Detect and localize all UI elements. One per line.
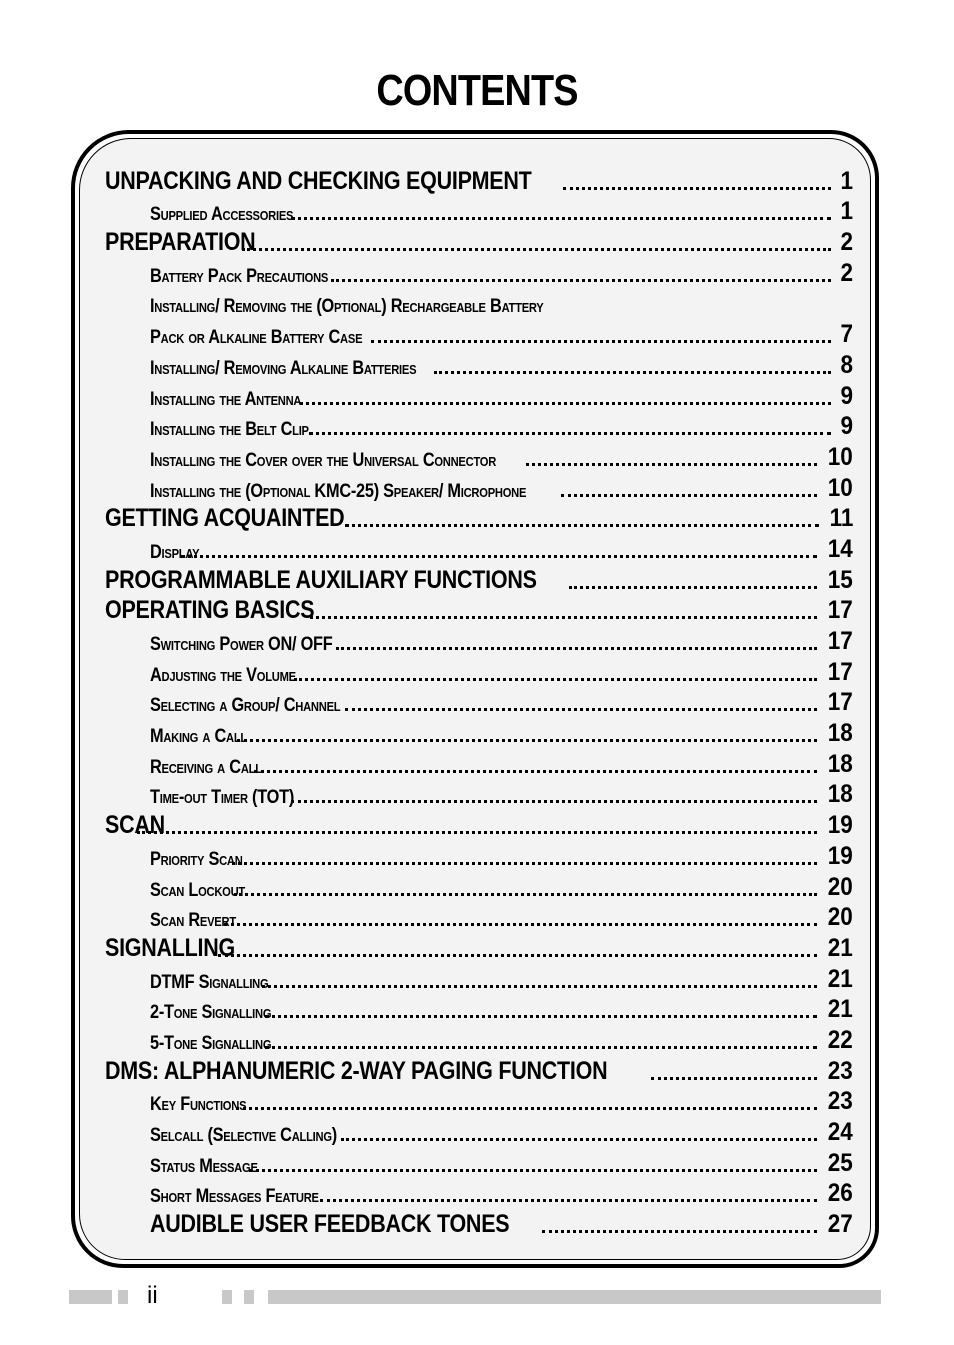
dot-leader [309, 432, 831, 435]
toc-page-number: 19 [827, 841, 853, 870]
toc-page-number: 22 [827, 1025, 853, 1054]
dot-leader [237, 739, 817, 742]
toc-page-number: 2 [840, 258, 853, 287]
toc-page-number: 27 [827, 1210, 853, 1239]
toc-entry-title: OPERATING BASICS [105, 596, 315, 625]
toc-entry-title: Supplied Accessories [150, 204, 294, 226]
dot-leader [542, 1230, 817, 1233]
toc-entry-title: UNPACKING AND CHECKING EQUIPMENT [105, 166, 532, 195]
dot-leader [345, 708, 817, 711]
footer-bar-right [268, 1290, 881, 1304]
footer-block [222, 1290, 232, 1304]
toc-entry-title: Installing/ Removing the (Optional) Rechargeable Battery [150, 296, 544, 318]
toc-subsection-entry [105, 625, 853, 656]
dot-leader [224, 923, 817, 926]
toc-section-entry [105, 503, 853, 534]
toc-entry-title: 2-Tone Signalling [150, 1002, 272, 1024]
dot-leader [236, 1107, 817, 1110]
toc-entry-title: Installing/ Removing Alkaline Batteries [150, 357, 417, 379]
toc-section-entry [105, 226, 853, 257]
toc-subsection-entry [105, 717, 853, 748]
table-of-contents [105, 165, 853, 1239]
toc-subsection-entry [105, 349, 853, 380]
toc-subsection-entry [105, 656, 853, 687]
toc-subsection-entry [105, 411, 853, 442]
dot-leader [291, 217, 831, 220]
toc-subsection-entry [105, 318, 853, 349]
toc-entry-title: SCAN [105, 811, 165, 840]
toc-entry-title: AUDIBLE USER FEEDBACK TONES [150, 1210, 510, 1239]
dot-leader [320, 1199, 817, 1202]
toc-entry-title: Display [150, 541, 200, 563]
toc-page-number: 23 [827, 1087, 853, 1116]
toc-subsection-entry [105, 840, 853, 871]
dot-leader [234, 893, 817, 896]
dot-leader [561, 494, 817, 497]
toc-page-number: 10 [827, 473, 853, 502]
toc-subsection-entry [105, 1086, 853, 1117]
dot-leader [569, 586, 817, 589]
dot-leader [262, 985, 817, 988]
dot-leader [294, 678, 818, 681]
toc-page-number: 21 [827, 964, 853, 993]
toc-entry-title: Pack or Alkaline Battery Case [150, 327, 363, 349]
toc-subsection-entry [105, 963, 853, 994]
toc-subsection-entry [105, 1178, 853, 1209]
toc-page-number: 10 [827, 442, 853, 471]
toc-subsection-entry [105, 288, 853, 319]
toc-page-number: 25 [827, 1148, 853, 1177]
toc-entry-title: Time-out Timer (TOT) [150, 787, 295, 809]
toc-section-entry [105, 564, 853, 595]
toc-page-number: 19 [827, 811, 853, 840]
toc-subsection-entry [105, 472, 853, 503]
toc-entry-title: PROGRAMMABLE AUXILIARY FUNCTIONS [105, 565, 537, 594]
dot-leader [651, 1077, 817, 1080]
toc-entry-title: 5-Tone Signalling [150, 1032, 272, 1054]
dot-leader [181, 555, 817, 558]
dot-leader [310, 616, 817, 619]
toc-section-entry [105, 165, 853, 196]
toc-page-number: 18 [827, 780, 853, 809]
dot-leader [242, 248, 831, 251]
toc-entry-title: Selcall (Selective Calling) [150, 1125, 337, 1146]
dot-leader [254, 770, 817, 773]
toc-entry-title: Selecting a Group/ Channel [150, 695, 341, 717]
toc-entry-title: Adjusting the Volume [150, 664, 296, 686]
toc-subsection-entry [105, 994, 853, 1025]
dot-leader [218, 954, 817, 957]
toc-entry-title: Key Functions [150, 1094, 247, 1116]
toc-subsection-entry [105, 380, 853, 411]
dot-leader [300, 402, 831, 405]
toc-page-number: 17 [827, 596, 853, 625]
toc-section-entry [105, 809, 853, 840]
toc-page-number: 24 [827, 1118, 853, 1146]
dot-leader [345, 524, 818, 527]
footer-bar-left [69, 1290, 112, 1304]
toc-entry-title: SIGNALLING [105, 933, 236, 962]
toc-subsection-entry [105, 533, 853, 564]
toc-page-number: 7 [840, 320, 853, 349]
toc-subsection-entry [105, 687, 853, 718]
dot-leader [563, 187, 831, 190]
dot-leader [265, 1046, 817, 1049]
toc-entry-title: DMS: ALPHANUMERIC 2-WAY PAGING FUNCTION [105, 1056, 608, 1085]
toc-page-number: 17 [827, 627, 853, 655]
toc-entry-title: Receiving a Call [150, 756, 262, 778]
footer-block [118, 1290, 128, 1304]
toc-subsection-entry [105, 441, 853, 472]
dot-leader [265, 1015, 817, 1018]
toc-entry-title: Installing the (Optional KMC-25) Speaker/ Microphone [150, 480, 527, 502]
toc-subsection-entry [105, 871, 853, 902]
toc-page-number: 18 [827, 749, 853, 778]
toc-page-number: 17 [827, 688, 853, 717]
dot-leader [331, 279, 831, 282]
toc-section-entry [105, 1055, 853, 1086]
footer-block [244, 1290, 254, 1304]
dot-leader [341, 1138, 817, 1141]
toc-entry-title: Installing the Antenna [150, 388, 302, 410]
page-title: CONTENTS [376, 66, 578, 115]
toc-page-number: 20 [827, 903, 853, 932]
toc-subsection-entry [105, 779, 853, 810]
toc-entry-title: DTMF Signalling [150, 971, 269, 993]
dot-leader [526, 463, 817, 466]
dot-leader [232, 862, 818, 865]
toc-entry-title: Scan Revert [150, 910, 236, 932]
dot-leader [291, 800, 817, 803]
toc-page-number: 17 [827, 657, 853, 686]
toc-subsection-entry [105, 902, 853, 933]
toc-page-number: 11 [829, 504, 853, 533]
toc-entry-title: Status Message [150, 1155, 258, 1177]
toc-subsection-entry [105, 1208, 853, 1239]
toc-entry-title: Installing the Belt Clip [150, 419, 309, 441]
toc-page-number: 9 [840, 381, 853, 410]
toc-subsection-entry [105, 1116, 853, 1147]
toc-entry-title: Battery Pack Precautions [150, 265, 329, 287]
toc-section-entry [105, 595, 853, 626]
dot-leader [336, 647, 817, 650]
toc-entry-title: Installing the Cover over the Universal Connector [150, 449, 497, 471]
dot-leader [434, 371, 831, 374]
toc-subsection-entry [105, 1024, 853, 1055]
toc-page-number: 8 [840, 350, 853, 379]
toc-entry-title: Short Messages Feature [150, 1186, 319, 1208]
toc-entry-title: Switching Power ON/ OFF [150, 634, 333, 655]
toc-entry-title: GETTING ACQUAINTED [105, 504, 345, 533]
toc-entry-title: Priority Scan [150, 848, 243, 870]
toc-page-number: 15 [827, 565, 853, 594]
toc-entry-title: Scan Lockout [150, 879, 245, 901]
toc-subsection-entry [105, 1147, 853, 1178]
toc-page-number: 1 [840, 197, 853, 226]
toc-page-number: 23 [827, 1056, 853, 1085]
toc-page-number: 1 [840, 166, 853, 195]
toc-section-entry [105, 932, 853, 963]
toc-entry-title: Making a Call [150, 726, 247, 748]
dot-leader [137, 831, 818, 834]
toc-subsection-entry [105, 257, 853, 288]
toc-page-number: 18 [827, 719, 853, 748]
toc-page-number: 9 [840, 412, 853, 441]
dot-leader [249, 1169, 817, 1172]
toc-entry-title: PREPARATION [105, 228, 256, 257]
toc-page-number: 14 [827, 534, 853, 563]
toc-page-number: 21 [827, 933, 853, 962]
toc-page-number: 21 [827, 995, 853, 1024]
dot-leader [371, 340, 831, 343]
toc-page-number: 26 [827, 1179, 853, 1208]
page-number: ii [147, 1282, 158, 1309]
toc-subsection-entry [105, 196, 853, 227]
toc-page-number: 20 [827, 872, 853, 901]
toc-subsection-entry [105, 748, 853, 779]
toc-page-number: 2 [840, 228, 853, 257]
